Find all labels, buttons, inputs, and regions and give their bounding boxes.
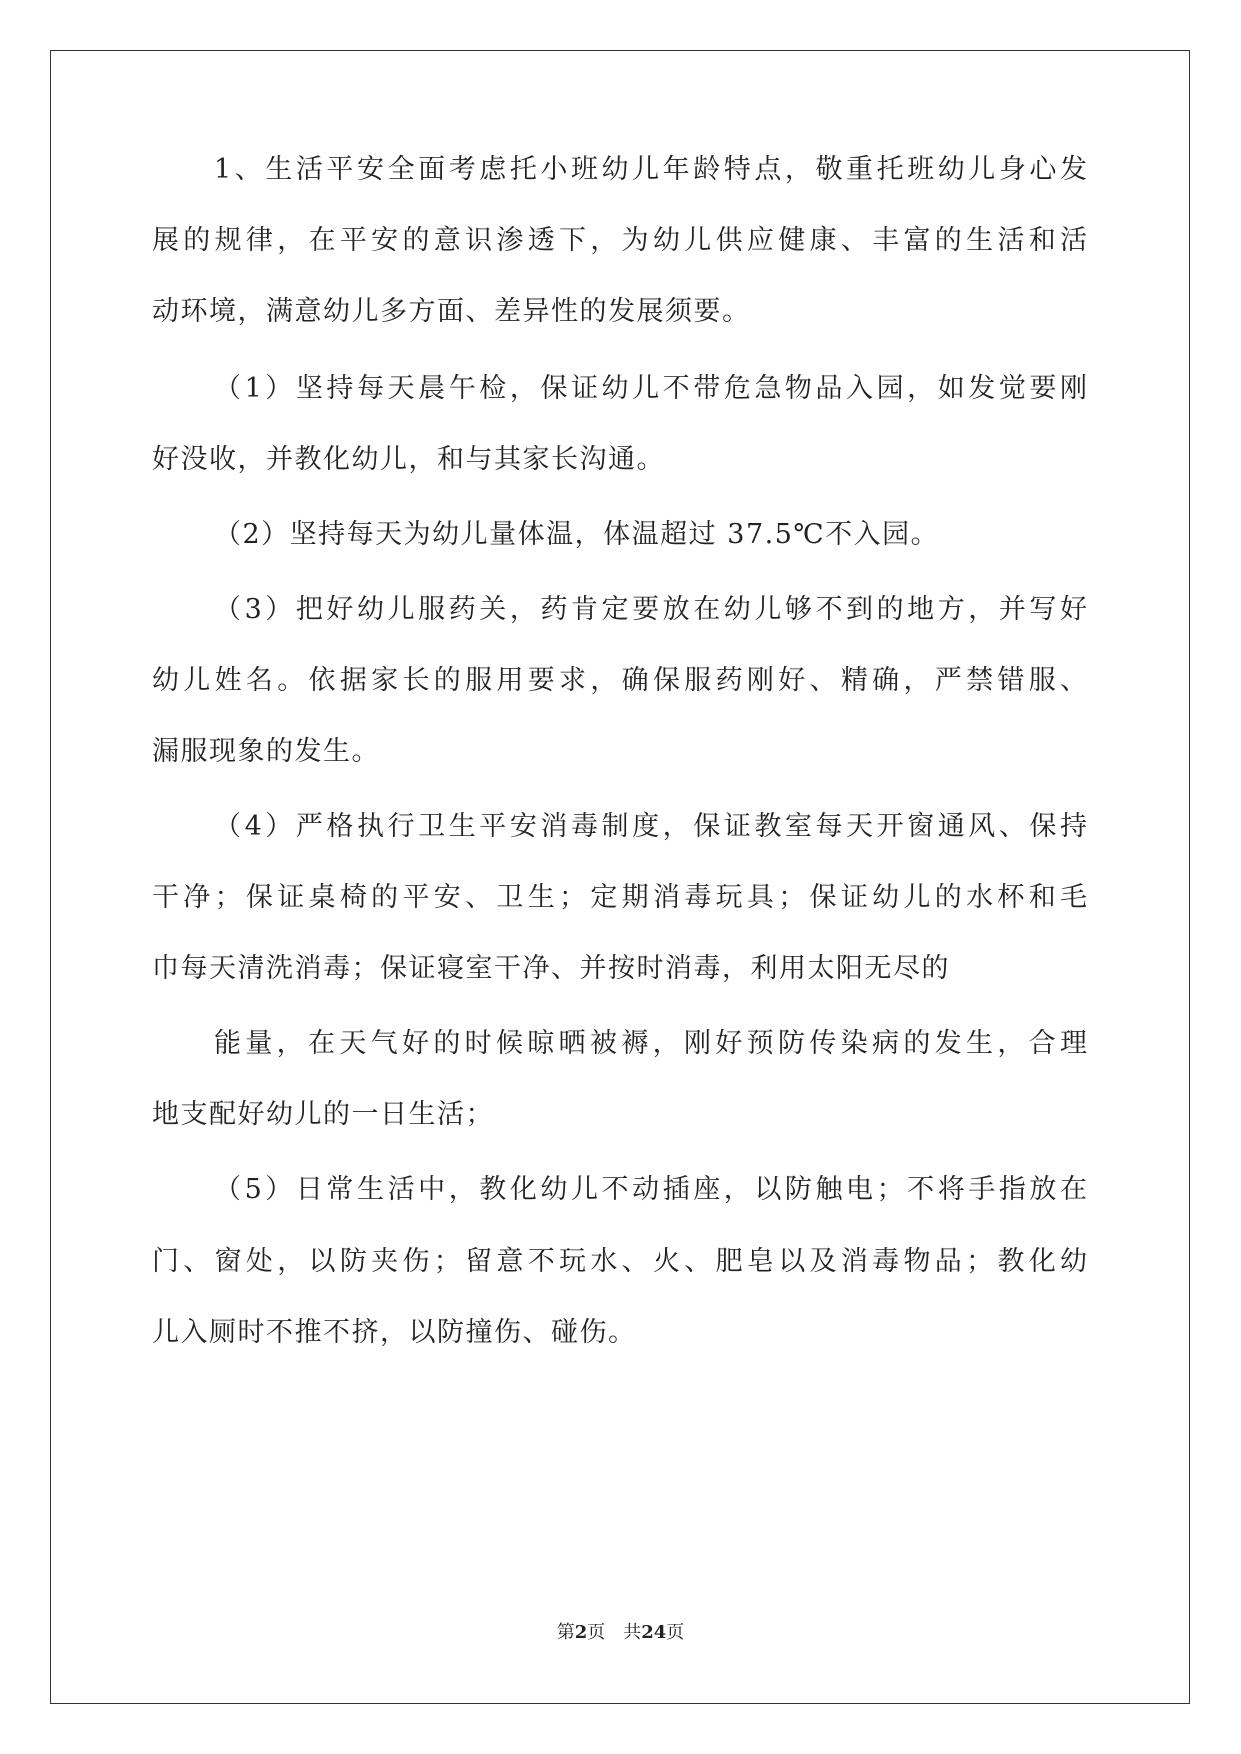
paragraph-line: （4）严格执行卫生平安消毒制度，保证教室每天开窗通风、保持 [214,811,1087,842]
paragraph-line: 门、窗处，以防夹伤；留意不玩水、火、肥皂以及消毒物品；教化幼 [152,1246,1087,1277]
footer-mid: 页 共 [587,1622,642,1643]
paragraph-line: 漏服现象的发生。 [152,736,380,767]
total-page-count: 24 [641,1622,667,1643]
paragraph-line: 幼儿姓名。依据家长的服用要求，确保服药刚好、精确，严禁错服、 [152,665,1087,696]
paragraph-line: 1、生活平安全面考虑托小班幼儿年龄特点，敬重托班幼儿身心发 [214,154,1087,185]
paragraph-line: （3）把好幼儿服药关，药肯定要放在幼儿够不到的地方，并写好 [214,594,1087,625]
paragraph-line: 动环境，满意幼儿多方面、差异性的发展须要。 [152,296,751,327]
footer-suffix: 页 [666,1622,685,1643]
paragraph-line: 好没收，并教化幼儿，和与其家长沟通。 [152,444,665,475]
paragraph-line: 展的规律，在平安的意识渗透下，为幼儿供应健康、丰富的生活和活 [152,225,1087,256]
current-page-number: 2 [574,1622,588,1643]
paragraph-line: 地支配好幼儿的一日生活； [152,1099,494,1130]
paragraph-line: （1）坚持每天晨午检，保证幼儿不带危急物品入园，如发觉要刚 [214,373,1087,404]
footer-prefix: 第 [556,1622,575,1643]
paragraph-line: （5）日常生活中，教化幼儿不动插座，以防触电；不将手指放在 [214,1174,1087,1205]
paragraph-line: 儿入厕时不推不挤，以防撞伤、碰伤。 [152,1317,637,1348]
paragraph-line: 巾每天清洗消毒；保证寝室干净、并按时消毒，利用太阳无尽的 [152,953,950,984]
paragraph-line: （2）坚持每天为幼儿量体温，体温超过 37.5℃不入园。 [214,519,940,550]
page-footer [0,1621,1241,1645]
paragraph-line: 能量，在天气好的时候晾晒被褥，刚好预防传染病的发生，合理 [214,1028,1087,1059]
paragraph-line: 干净；保证桌椅的平安、卫生；定期消毒玩具；保证幼儿的水杯和毛 [152,882,1087,913]
